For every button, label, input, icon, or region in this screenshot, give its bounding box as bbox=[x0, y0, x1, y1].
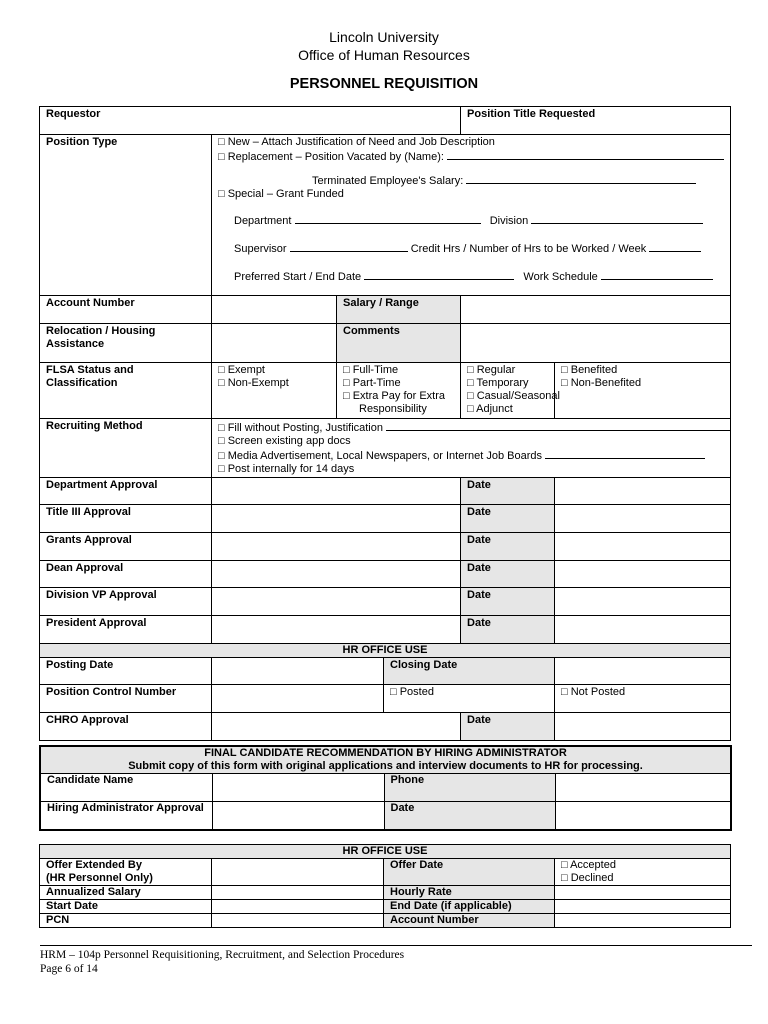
comments-input[interactable] bbox=[461, 324, 731, 363]
full-time-checkbox[interactable]: □ Full-Time bbox=[343, 364, 399, 376]
approval-date-label: Date bbox=[461, 616, 555, 644]
flsa-exempt-group bbox=[212, 363, 337, 419]
screen-existing-checkbox[interactable]: □ Screen existing app docs bbox=[218, 435, 351, 447]
closing-date-label: Closing Date bbox=[384, 658, 555, 685]
posted-checkbox[interactable]: □ Posted bbox=[384, 685, 555, 713]
hiring-date-input[interactable] bbox=[555, 802, 731, 830]
hiring-admin-signature[interactable] bbox=[212, 802, 384, 830]
part-time-checkbox[interactable]: □ Part-Time bbox=[343, 377, 401, 389]
posting-date-label: Posting Date bbox=[40, 658, 212, 685]
supervisor-hours-field[interactable]: Supervisor Credit Hrs / Number of Hrs to be Worked / Week bbox=[218, 241, 724, 256]
salary-range-label: Salary / Range bbox=[337, 296, 461, 324]
final-candidate-table bbox=[39, 745, 732, 831]
university-name: Lincoln University bbox=[329, 29, 439, 45]
account-number-input[interactable] bbox=[555, 914, 731, 928]
annualized-salary-label: Annualized Salary bbox=[40, 886, 212, 900]
hr-use-row bbox=[40, 644, 731, 658]
hourly-rate-input[interactable] bbox=[555, 886, 731, 900]
non-benefited-checkbox[interactable]: □ Non-Benefited bbox=[561, 377, 642, 389]
hr-office-table bbox=[39, 844, 731, 928]
chro-row bbox=[40, 713, 731, 741]
final-subtitle: Submit copy of this form with original applications and interview documents to HR for processing. bbox=[128, 760, 643, 772]
pcn-label: PCN bbox=[40, 914, 212, 928]
posting-row bbox=[40, 658, 731, 685]
office-name: Office of Human Resources bbox=[298, 47, 470, 63]
hiring-admin-row bbox=[40, 802, 731, 830]
approval-row bbox=[40, 616, 731, 644]
approval-signature[interactable] bbox=[212, 533, 461, 561]
approval-date-input[interactable] bbox=[555, 588, 731, 616]
approval-row bbox=[40, 505, 731, 533]
flsa-type-group bbox=[461, 363, 560, 419]
account-number-label: Account Number bbox=[384, 914, 555, 928]
end-date-label: End Date (if applicable) bbox=[384, 900, 555, 914]
approval-label: President Approval bbox=[40, 616, 212, 644]
approval-date-input[interactable] bbox=[555, 561, 731, 588]
approval-date-label: Date bbox=[461, 533, 555, 561]
requestor-row bbox=[40, 107, 731, 135]
position-type-label: Position Type bbox=[40, 135, 212, 296]
chro-date-input[interactable] bbox=[555, 713, 731, 741]
replacement-checkbox[interactable]: □ Replacement – Position Vacated by (Name): bbox=[218, 149, 724, 164]
phone-label: Phone bbox=[384, 774, 555, 802]
declined-checkbox[interactable]: □ Declined bbox=[561, 872, 614, 884]
offer-status-group bbox=[555, 859, 731, 886]
regular-checkbox[interactable]: □ Regular bbox=[467, 364, 516, 376]
candidate-name-label: Candidate Name bbox=[40, 774, 212, 802]
approval-date-input[interactable] bbox=[555, 505, 731, 533]
adjunct-checkbox[interactable]: □ Adjunct bbox=[467, 403, 513, 415]
hourly-rate-label: Hourly Rate bbox=[384, 886, 555, 900]
flsa-row bbox=[40, 363, 731, 419]
position-control-input[interactable] bbox=[212, 685, 384, 713]
final-heading-row bbox=[40, 746, 731, 774]
requestor-field[interactable]: Requestor bbox=[40, 107, 461, 135]
position-control-row bbox=[40, 685, 731, 713]
approval-row bbox=[40, 478, 731, 505]
account-row bbox=[40, 296, 731, 324]
exempt-checkbox[interactable]: □ Exempt bbox=[218, 364, 265, 376]
not-posted-checkbox[interactable]: □ Not Posted bbox=[555, 685, 731, 713]
approval-signature[interactable] bbox=[212, 505, 461, 533]
approval-label: Department Approval bbox=[40, 478, 212, 505]
approval-date-input[interactable] bbox=[555, 478, 731, 505]
offer-date-label: Offer Date bbox=[384, 859, 555, 886]
page-footer bbox=[40, 945, 752, 976]
pcn-row bbox=[40, 914, 731, 928]
flsa-benefit-group bbox=[555, 363, 731, 419]
approval-row bbox=[40, 561, 731, 588]
hiring-date-label: Date bbox=[384, 802, 555, 830]
account-number-input[interactable] bbox=[212, 296, 337, 324]
relocation-row bbox=[40, 324, 731, 363]
approval-date-label: Date bbox=[461, 561, 555, 588]
requisition-table bbox=[39, 106, 731, 741]
flsa-label: FLSA Status and Classification bbox=[40, 363, 212, 419]
pcn-input[interactable] bbox=[212, 914, 384, 928]
position-type-row bbox=[40, 135, 731, 296]
account-number-label: Account Number bbox=[40, 296, 212, 324]
dates-schedule-field[interactable]: Preferred Start / End Date Work Schedule bbox=[218, 269, 724, 284]
approval-row bbox=[40, 588, 731, 616]
end-date-input[interactable] bbox=[555, 900, 731, 914]
offer-row bbox=[40, 859, 731, 886]
casual-checkbox[interactable]: □ Casual/Seasonal bbox=[467, 390, 560, 402]
comments-label: Comments bbox=[337, 324, 461, 363]
fill-without-posting-checkbox[interactable]: □ Fill without Posting, Justification bbox=[218, 420, 724, 435]
annualized-salary-input[interactable] bbox=[212, 886, 384, 900]
chro-date-label: Date bbox=[461, 713, 555, 741]
recruiting-row bbox=[40, 419, 731, 478]
approval-signature[interactable] bbox=[212, 478, 461, 505]
closing-date-input[interactable] bbox=[555, 658, 731, 685]
approval-date-label: Date bbox=[461, 505, 555, 533]
approval-label: Grants Approval bbox=[40, 533, 212, 561]
phone-input[interactable] bbox=[555, 774, 731, 802]
form-title: PERSONNEL REQUISITION bbox=[289, 76, 479, 92]
extra-pay-label: Responsibility bbox=[359, 403, 427, 415]
flsa-time-group bbox=[337, 363, 461, 419]
extra-pay-checkbox[interactable]: □ Extra Pay for Extra bbox=[343, 390, 446, 402]
offer-extended-label: Offer Extended By (HR Personnel Only) bbox=[40, 859, 212, 886]
hr-heading-row bbox=[40, 845, 731, 859]
start-date-input[interactable] bbox=[212, 900, 384, 914]
final-heading bbox=[40, 746, 731, 774]
temporary-checkbox[interactable]: □ Temporary bbox=[467, 377, 529, 389]
department-division-field[interactable]: Department Division bbox=[218, 213, 724, 228]
offer-extended-input[interactable] bbox=[212, 859, 384, 886]
approval-date-input[interactable] bbox=[555, 616, 731, 644]
accepted-checkbox[interactable]: □ Accepted bbox=[561, 859, 616, 871]
approval-date-input[interactable] bbox=[555, 533, 731, 561]
new-checkbox[interactable]: □ New – Attach Justification of Need and Job Description bbox=[218, 136, 495, 148]
media-advertisement-checkbox[interactable]: □ Media Advertisement, Local Newspapers, or Internet Job Boards bbox=[218, 448, 724, 463]
hr-office-use-heading: HR OFFICE USE bbox=[40, 644, 731, 658]
terminated-salary-field[interactable]: Terminated Employee's Salary: bbox=[218, 173, 724, 188]
position-title-field[interactable]: Position Title Requested bbox=[461, 107, 731, 135]
special-checkbox[interactable]: □ Special – Grant Funded bbox=[218, 188, 344, 200]
recruiting-options bbox=[212, 419, 731, 478]
approval-signature[interactable] bbox=[212, 561, 461, 588]
recruiting-label: Recruiting Method bbox=[40, 419, 212, 478]
post-internally-checkbox[interactable]: □ Post internally for 14 days bbox=[218, 463, 355, 475]
approval-label: Title III Approval bbox=[40, 505, 212, 533]
hiring-admin-label: Hiring Administrator Approval bbox=[40, 802, 212, 830]
salary-range-input[interactable] bbox=[461, 296, 731, 324]
approval-label: Division VP Approval bbox=[40, 588, 212, 616]
footer-procedure: HRM – 104p Personnel Requisitioning, Recruitment, and Selection Procedures bbox=[40, 949, 405, 961]
relocation-input[interactable] bbox=[212, 324, 337, 363]
approval-label: Dean Approval bbox=[40, 561, 212, 588]
approval-signature[interactable] bbox=[212, 616, 461, 644]
footer-page-number: Page 6 of 14 bbox=[40, 963, 98, 975]
approval-row bbox=[40, 533, 731, 561]
approval-date-label: Date bbox=[461, 478, 555, 505]
chro-approval-label: CHRO Approval bbox=[40, 713, 212, 741]
final-title: FINAL CANDIDATE RECOMMENDATION BY HIRING ADMINISTRATOR bbox=[204, 747, 567, 759]
candidate-name-input[interactable] bbox=[212, 774, 384, 802]
relocation-label: Relocation / Housing Assistance bbox=[40, 324, 212, 363]
benefited-checkbox[interactable]: □ Benefited bbox=[561, 364, 618, 376]
start-date-label: Start Date bbox=[40, 900, 212, 914]
position-control-label: Position Control Number bbox=[40, 685, 212, 713]
dates-row bbox=[40, 900, 731, 914]
non-exempt-checkbox[interactable]: □ Non-Exempt bbox=[218, 377, 289, 389]
hr-office-use-heading: HR OFFICE USE bbox=[40, 845, 731, 859]
approval-date-label: Date bbox=[461, 588, 555, 616]
posting-date-input[interactable] bbox=[212, 658, 384, 685]
position-type-options bbox=[212, 135, 731, 296]
chro-signature[interactable] bbox=[212, 713, 461, 741]
salary-row bbox=[40, 886, 731, 900]
approval-signature[interactable] bbox=[212, 588, 461, 616]
candidate-row bbox=[40, 774, 731, 802]
